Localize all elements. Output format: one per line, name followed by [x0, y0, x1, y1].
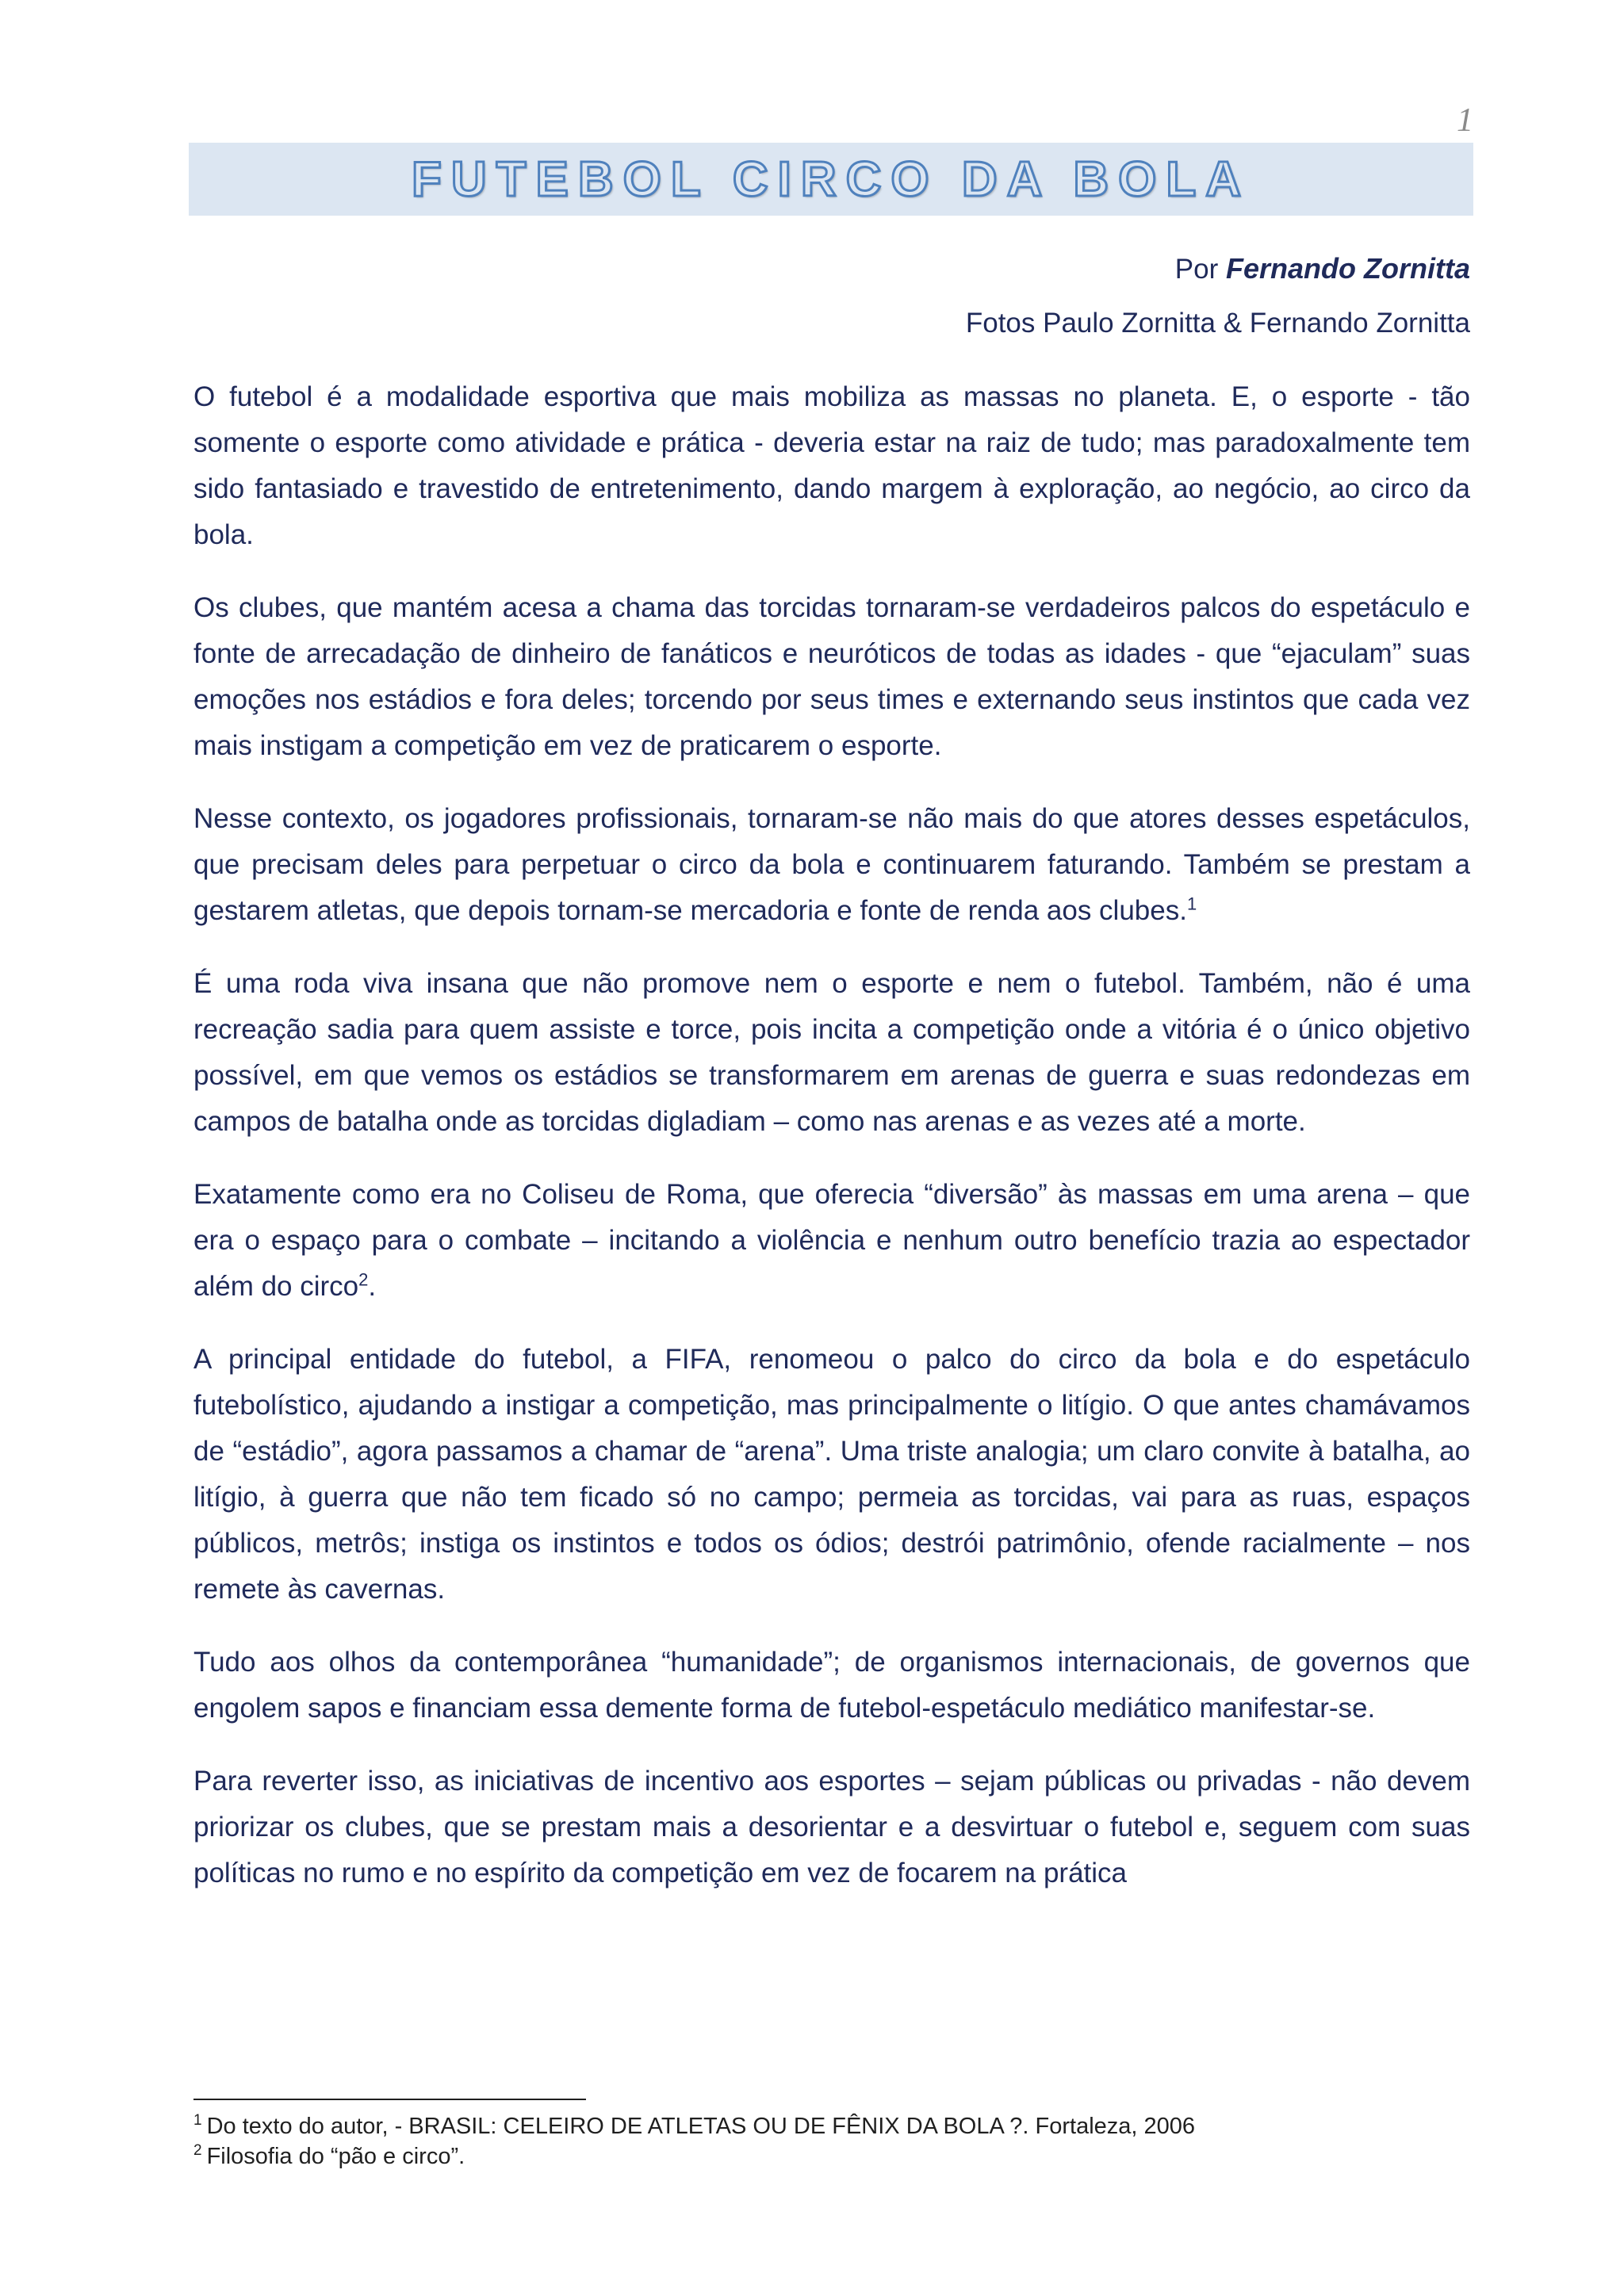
paragraph-text: O futebol é a modalidade esportiva que mais mobiliza as massas no planeta. E, o esporte - tão somente o esporte como atividade e prática - deveria estar na raiz de tudo; mas paradoxalmente tem sido fantasiado e travestido de entretenimento, dando margem à exploração, ao negócio, ao circo da bola.: [193, 381, 1470, 550]
paragraph: [193, 1758, 1470, 1896]
photo-credits: Fotos Paulo Zornitta & Fernando Zornitta: [965, 308, 1470, 339]
paragraph-text: Tudo aos olhos da contemporânea “humanidade”; de organismos internacionais, de governos que engolem sapos e financiam essa demente forma de futebol-espetáculo mediático manifestar-se.: [193, 1647, 1470, 1724]
paragraph: [193, 796, 1470, 934]
paragraph-text: Os clubes, que mantém acesa a chama das torcidas tornaram-se verdadeiros palcos do espetáculo e fonte de arrecadação de dinheiro de fanáticos e neuróticos de todas as idades - que “ejaculam” suas emoções nos estádios e fora deles; torcendo por seus times e externando seus instintos que cada vez mais instigam a competição em vez de praticarem o esporte.: [193, 592, 1470, 761]
footnote-mark: 2: [193, 2142, 202, 2160]
paragraph: [193, 1337, 1470, 1613]
paragraph-text: Para reverter isso, as iniciativas de incentivo aos esportes – sejam públicas ou privadas - não devem priorizar os clubes, que se prestam mais a desorientar e a desvirtuar o futebol e, seguem com suas políticas no rumo e no espírito da competição em vez de focarem na prática: [193, 1766, 1470, 1888]
footnote-mark: 1: [193, 2112, 202, 2130]
footnote-reference[interactable]: 2: [358, 1269, 369, 1290]
footnote-text: Do texto do autor, - BRASIL: CELEIRO DE ATLETAS OU DE FÊNIX DA BOLA ?. Fortaleza, 2006: [206, 2114, 1196, 2139]
paragraph: [193, 961, 1470, 1145]
footnote: [193, 2141, 1470, 2172]
document-title: FUTEBOL CIRCO DA BOLA: [412, 151, 1251, 207]
page-number: 1: [1457, 102, 1473, 139]
paragraph-text: Nesse contexto, os jogadores profissionais, tornaram-se não mais do que atores desses espetáculos, que precisam deles para perpetuar o circo da bola e continuarem faturando. Também se prestam a gestarem atletas, que depois tornam-se mercadoria e fonte de renda aos clubes.: [193, 803, 1470, 926]
paragraph-text: É uma roda viva insana que não promove nem o esporte e nem o futebol. Também, não é uma recreação sadia para quem assiste e torce, pois incita a competição onde a vitória é o único objetivo possível, em que vemos os estádios se transformarem em arenas de guerra e suas redondezas em campos de batalha onde as torcidas digladiam – como nas arenas e as vezes até a morte.: [193, 968, 1470, 1137]
paragraph-text: Exatamente como era no Coliseu de Roma, que oferecia “diversão” às massas em uma arena – que era o espaço para o combate – incitando a violência e nenhum outro benefício trazia ao espectador além do circo: [193, 1179, 1470, 1302]
footnote-reference[interactable]: 1: [1186, 894, 1197, 914]
paragraph: [193, 1640, 1470, 1732]
footnote: [193, 2111, 1470, 2141]
title-banner: [189, 143, 1473, 216]
paragraph-text: A principal entidade do futebol, a FIFA, renomeou o palco do circo da bola e do espetáculo futebolístico, ajudando a instigar a competição, mas principalmente o litígio. O que antes chamávamos de “estádio”, agora passamos a chamar de “arena”. Uma triste analogia; um claro convite à batalha, ao litígio, à guerra que não tem ficado só no campo; permeia as torcidas, vai para as ruas, espaços públicos, metrôs; instiga os instintos e todos os ódios; destrói patrimônio, ofende racialmente – nos remete às cavernas.: [193, 1344, 1470, 1605]
paragraph: [193, 1172, 1470, 1310]
author-name: Fernando Zornitta: [1226, 252, 1470, 285]
paragraph-text-end: .: [368, 1271, 377, 1302]
article-body: [193, 374, 1470, 1923]
footnote-text: Filosofia do “pão e circo”.: [206, 2144, 465, 2169]
paragraph: [193, 585, 1470, 769]
footnote-divider: [193, 2099, 586, 2100]
paragraph: [193, 374, 1470, 558]
footnotes: [193, 2111, 1470, 2172]
byline-prefix: Por: [1174, 254, 1226, 285]
author-byline: [189, 252, 1470, 285]
